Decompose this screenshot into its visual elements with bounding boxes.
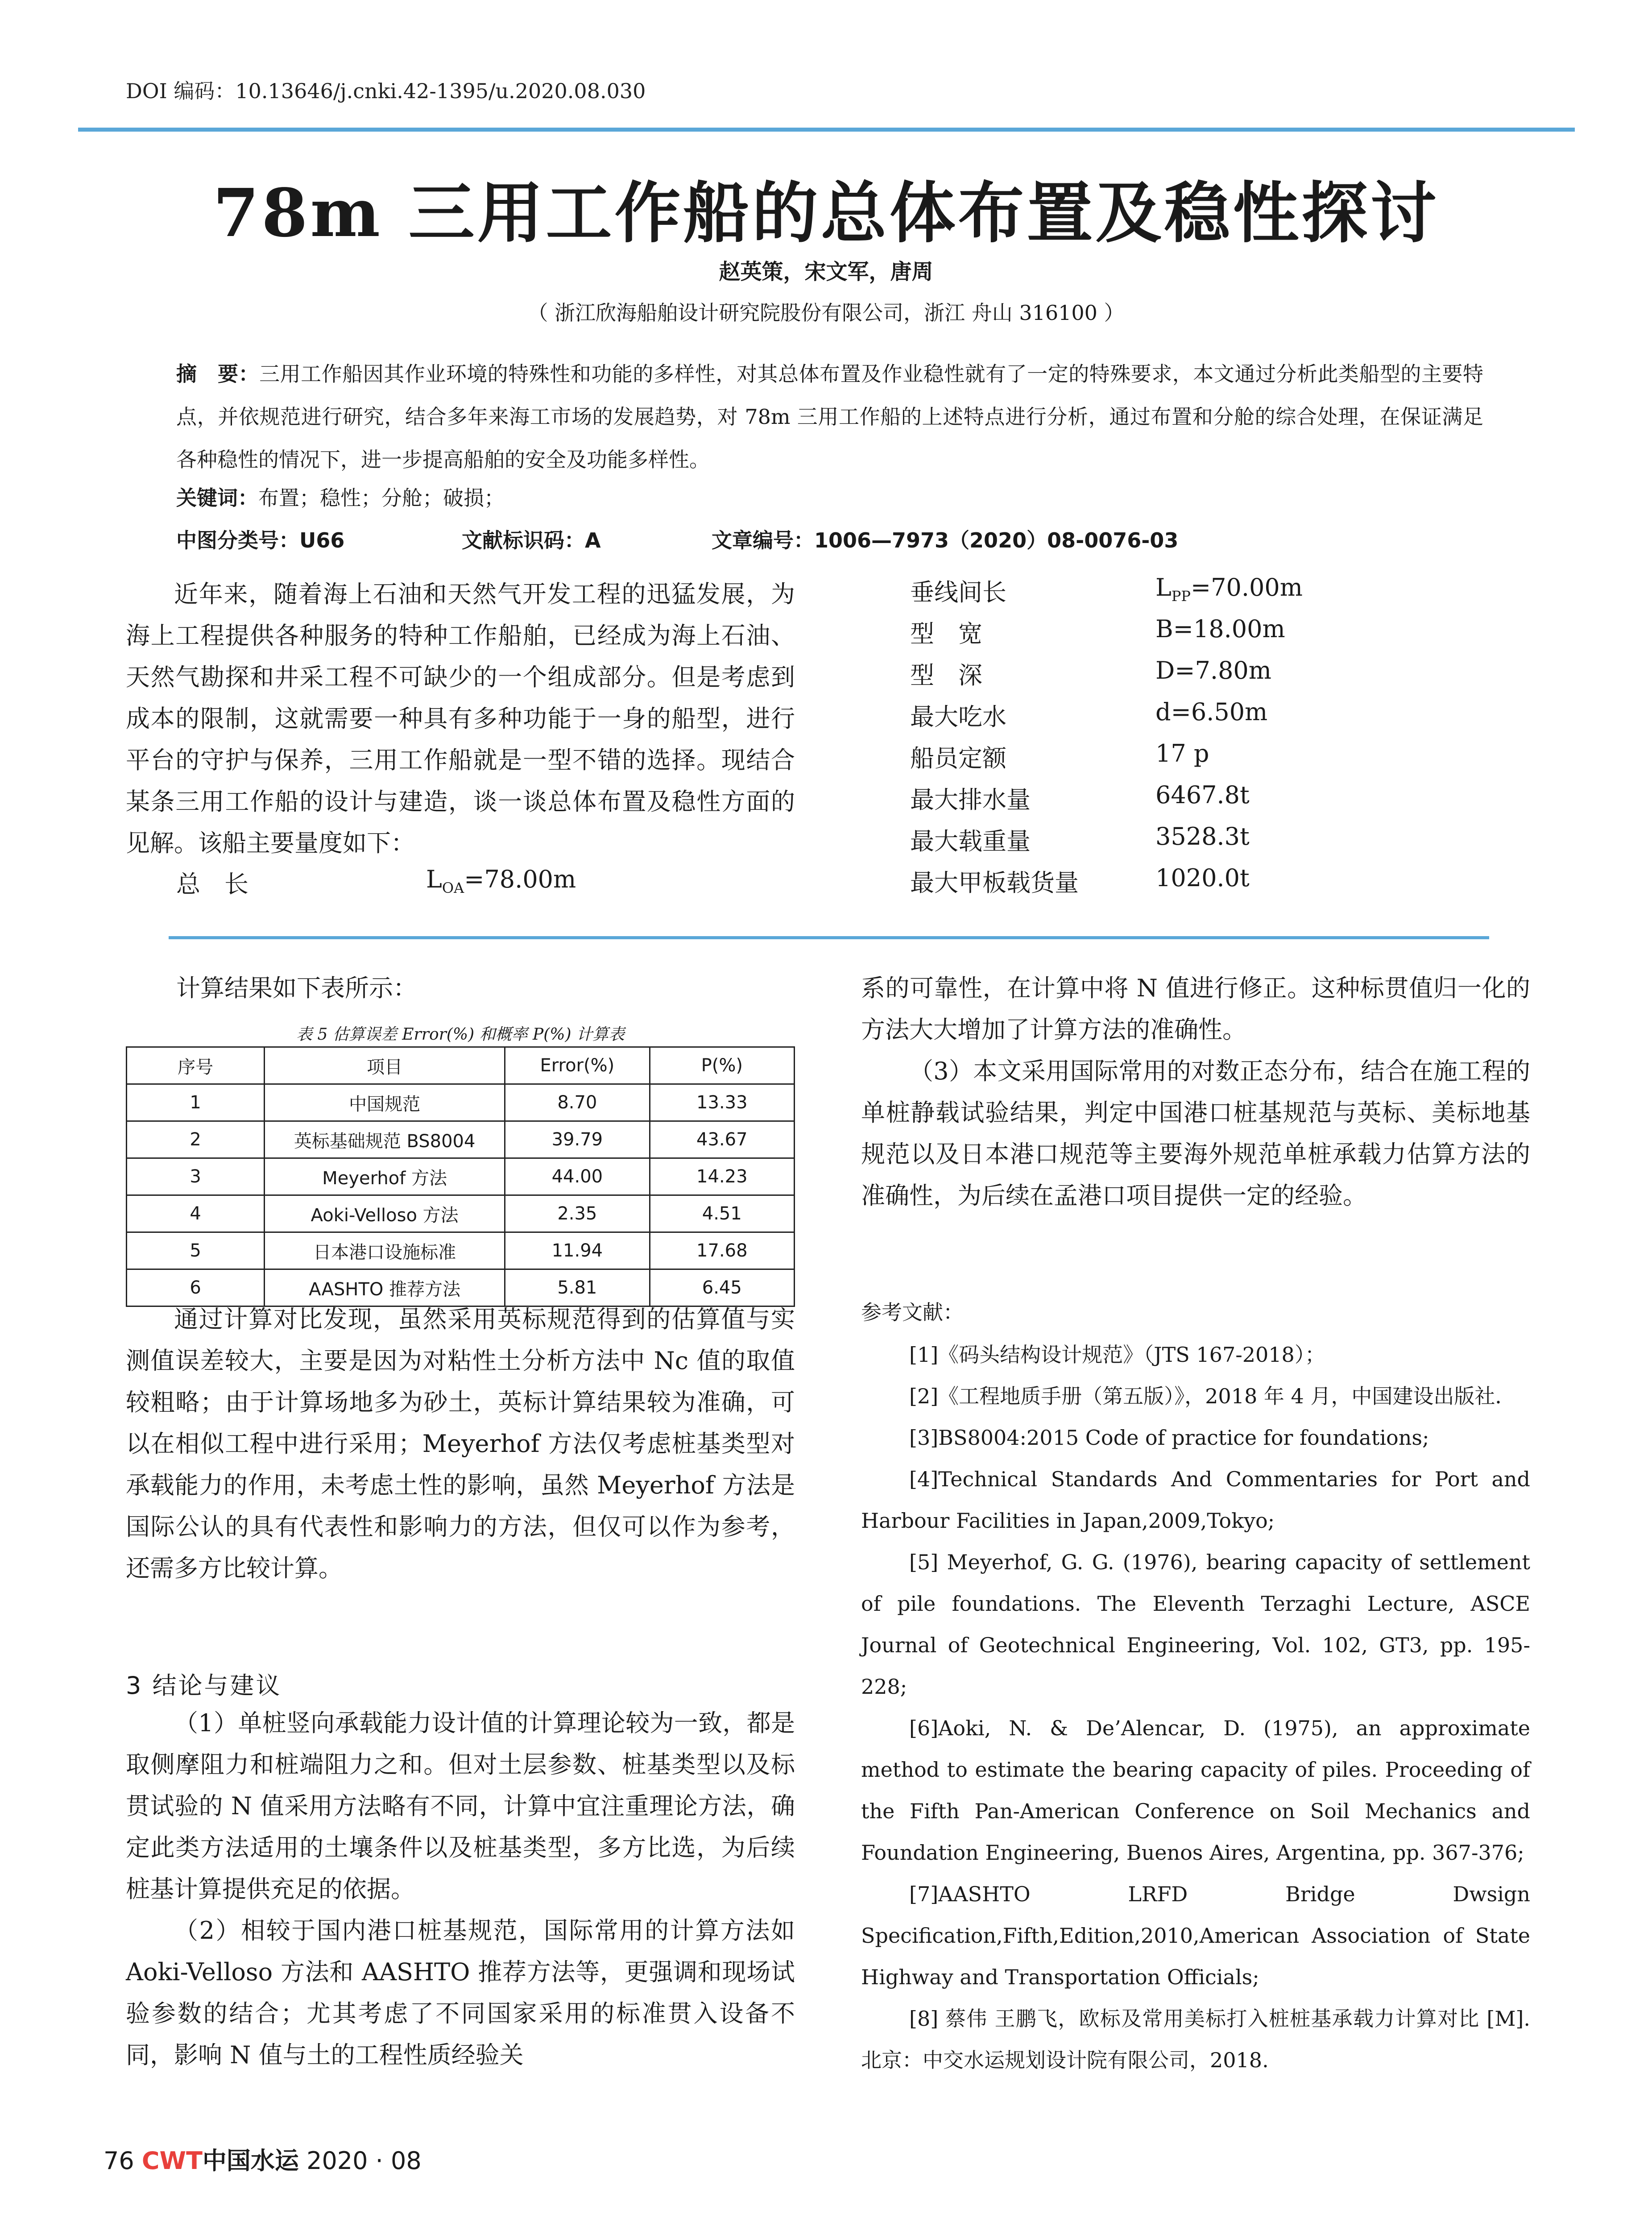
dim-value-main: B=18.00m <box>1155 615 1285 643</box>
dim-value-rest: =78.00m <box>464 865 576 893</box>
table-cell: 5.81 <box>505 1269 650 1306</box>
table-cell: 13.33 <box>650 1084 794 1121</box>
reference-item: [6]Aoki, N. & De’Alencar, D. (1975), an approximate method to estimate the bearing capacity of piles. Proceeding of the Fifth Pan-American Conference on Soil Mechanics and Foundation Engineering, Buenos Aires, Argentina, pp. 367-376; <box>861 1716 1530 1865</box>
dim-value <box>1155 739 1209 767</box>
dim-value <box>426 865 576 896</box>
reference-item: [4]Technical Standards And Commentaries for Port and Harbour Facilities in Japan,2009,Tokyo; <box>861 1467 1530 1533</box>
keywords-label: 关键词： <box>176 486 258 510</box>
dim-value-rest: =70.00m <box>1190 573 1303 601</box>
dim-value-sub: PP <box>1171 587 1191 605</box>
table-header-cell: 项目 <box>265 1047 505 1084</box>
dim-label: 最大吃水 <box>910 703 1006 731</box>
paper-title: 78m 三用工作船的总体布置及稳性探讨 <box>213 174 1439 252</box>
dim-value-main: 17 p <box>1155 739 1209 767</box>
table-cell: 6 <box>127 1269 265 1306</box>
dim-value <box>1155 822 1250 850</box>
table-cell: 2.35 <box>505 1195 650 1232</box>
table-caption: 表 5 估算误差 Error(%) 和概率 P(%) 计算表 <box>296 1025 625 1044</box>
dim-value <box>1155 615 1285 643</box>
dim-value-main: L <box>426 865 442 893</box>
reference-item: [2]《工程地质手册（第五版）》，2018 年 4 月，中国建设出版社． <box>909 1384 1516 1408</box>
affiliation: （ 浙江欣海船舶设计研究院股份有限公司，浙江 舟山 316100 ） <box>527 301 1125 325</box>
dim-value-main: L <box>1155 573 1172 601</box>
abstract-label: 摘 要： <box>176 362 260 386</box>
abstract <box>176 352 1483 481</box>
table-row <box>127 1158 795 1195</box>
intro-paragraph: 近年来，随着海上石油和天然气开发工程的迅猛发展，为海上工程提供各种服务的特种工作船舶，已经成为海上石油、天然气勘探和井采工程不可缺少的一个组成部分。但是考虑到成本的限制，这就需要一种具有多种功能于一身的船型，进行平台的守护与保养，三用工作船就是一型不错的选择。现结合某条三用工作船的设计与建造，谈一谈总体布置及稳性方面的见解。该船主要量度如下： <box>126 580 795 857</box>
doi-line: DOI 编码：10.13646/j.cnki.42-1395/u.2020.08.030 <box>126 79 646 103</box>
results-table <box>126 1046 795 1307</box>
table-cell: 日本港口设施标准 <box>265 1232 505 1269</box>
table-row <box>127 1084 795 1121</box>
table-cell: 4 <box>127 1195 265 1232</box>
table-cell: Aoki-Velloso 方法 <box>265 1195 505 1232</box>
conclusion-1: （1）单桩竖向承载能力设计值的计算理论较为一致，都是取侧摩阻力和桩端阻力之和。但对土层参数、桩基类型以及标贯试验的 N 值采用方法略有不同，计算中宜注重理论方法，确定此类方法适用的土壤条件以及桩基类型，多方比选，为后续桩基计算提供充足的依据。 <box>126 1709 795 1903</box>
table-cell: 3 <box>127 1158 265 1195</box>
table-cell: 1 <box>127 1084 265 1121</box>
table-header-cell: Error(%) <box>505 1047 650 1084</box>
page-footer <box>104 2142 422 2176</box>
table-cell: 5 <box>127 1232 265 1269</box>
authors: 赵英策，宋文军，唐周 <box>719 259 933 284</box>
table-cell: 4.51 <box>650 1195 794 1232</box>
conclusions-left <box>126 1702 795 2076</box>
table-cell: AASHTO 推荐方法 <box>265 1269 505 1306</box>
references-heading: 参考文献： <box>861 1300 964 1324</box>
table-cell: 17.68 <box>650 1232 794 1269</box>
table-cell: 2 <box>127 1121 265 1158</box>
dim-value <box>1155 864 1250 892</box>
article-number: 文章编号：1006—7973（2020）08-0076-03 <box>712 528 1179 552</box>
section-rule <box>169 936 1489 939</box>
table-cell: 14.23 <box>650 1158 794 1195</box>
dim-value-main: d=6.50m <box>1155 698 1268 726</box>
page-number: 76 <box>104 2147 134 2175</box>
table-cell: 39.79 <box>505 1121 650 1158</box>
journal-name: 中国水运 <box>202 2146 299 2175</box>
dim-label: 型 宽 <box>910 620 982 648</box>
reference-item: [1]《码头结构设计规范》（JTS 167-2018）； <box>909 1343 1325 1367</box>
calc-intro: 计算结果如下表所示： <box>176 974 417 1002</box>
keywords <box>176 482 505 511</box>
conclusion-2: （2）相较于国内港口桩基规范，国际常用的计算方法如 Aoki-Velloso 方法和 AASHTO 推荐方法等，更强调和现场试验参数的结合；尤其考虑了不同国家采用的标准贯入设备不同，影响 N 值与土的工程性质经验关 <box>126 1916 795 2069</box>
dim-value <box>1155 698 1267 726</box>
table-cell: Meyerhof 方法 <box>265 1158 505 1195</box>
after-table-paragraph <box>126 1298 795 1589</box>
conclusions-right <box>861 967 1530 1216</box>
table-header-cell: P(%) <box>650 1047 794 1084</box>
dim-label: 垂线间长 <box>910 578 1006 606</box>
table-row <box>127 1232 795 1269</box>
table-cell: 8.70 <box>505 1084 650 1121</box>
dim-value-main: 1020.0t <box>1155 864 1250 892</box>
section-heading: 3 结论与建议 <box>126 1671 282 1700</box>
header-rule <box>78 128 1575 132</box>
table-cell: 44.00 <box>505 1158 650 1195</box>
table-cell: 英标基础规范 BS8004 <box>265 1121 505 1158</box>
table-cell: 11.94 <box>505 1232 650 1269</box>
dim-label: 总 长 <box>176 870 248 898</box>
conclusion-3: （3）本文采用国际常用的对数正态分布，结合在施工程的单桩静载试验结果，判定中国港口桩基规范与英标、美标地基规范以及日本港口规范等主要海外规范单桩承载力估算方法的准确性，为后续在孟港口项目提供一定的经验。 <box>861 1057 1530 1210</box>
references-list <box>861 1334 1530 2081</box>
dim-label: 最大甲板载货量 <box>910 869 1079 897</box>
dim-value-main: 3528.3t <box>1155 822 1250 850</box>
table-cell: 中国规范 <box>265 1084 505 1121</box>
after-table-text: 通过计算对比发现，虽然采用英标规范得到的估算值与实测值误差较大，主要是因为对粘性土分析方法中 Nc 值的取值较粗略；由于计算场地多为砂土，英标计算结果较为准确，可以在相似工程中进行采用；Meyerhof 方法仅考虑桩基类型对承载能力的作用，未考虑土性的影响，虽然 Meyerhof 方法是国际公认的具有代表性和影响力的方法，但仅可以作为参考，还需多方比较计算。 <box>126 1305 795 1582</box>
reference-item: [7]AASHTO LRFD Bridge Dwsign Specification,Fifth,Edition,2010,American Association of State Highway and Transportation Officials; <box>861 1882 1530 1989</box>
dim-value-main: 6467.8t <box>1155 781 1250 809</box>
reference-item: [5] Meyerhof, G. G. (1976), bearing capacity of settlement of pile foundations. The Eleventh Terzaghi Lecture, ASCE Journal of Geotechnical Engineering, Vol. 102, GT3, pp. 195-228; <box>861 1550 1530 1699</box>
dim-label: 最大排水量 <box>910 786 1031 814</box>
issue-label: 2020 · 08 <box>306 2147 422 2175</box>
abstract-text: 三用工作船因其作业环境的特殊性和功能的多样性，对其总体布置及作业稳性就有了一定的特殊要求，本文通过分析此类船型的主要特点，并依规范进行研究，结合多年来海工市场的发展趋势，对 78m 三用工作船的上述特点进行分析，通过布置和分舱的综合处理，在保证满足各种稳性的情况下，进一步提高船舶的安全及功能多样性。 <box>176 362 1484 472</box>
dim-label: 船员定额 <box>910 744 1006 772</box>
dim-value <box>1155 656 1271 684</box>
clc-code: 中图分类号：U66 <box>176 528 345 552</box>
table-cell: 6.45 <box>650 1269 794 1306</box>
keywords-text: 布置；稳性；分舱；破损； <box>258 486 505 510</box>
dim-label: 最大载重量 <box>910 827 1031 855</box>
dim-value-sub: OA <box>442 879 464 896</box>
table-row <box>127 1121 795 1158</box>
dim-label: 型 深 <box>910 661 982 689</box>
reference-item: [3]BS8004:2015 Code of practice for foundations; <box>909 1426 1429 1450</box>
doc-code: 文献标识码：A <box>462 528 601 552</box>
reference-item: [8] 蔡伟 王鹏飞，欧标及常用美标打入桩桩基承载力计算对比 [M]. 北京：中交水运规划设计院有限公司，2018. <box>861 2007 1530 2072</box>
conclusion-2-cont: 系的可靠性，在计算中将 N 值进行修正。这种标贯值归一化的方法大大增加了计算方法的准确性。 <box>861 974 1530 1044</box>
table-header-row <box>127 1047 795 1084</box>
table-header-cell: 序号 <box>127 1047 265 1084</box>
dim-value <box>1155 781 1250 809</box>
journal-logo: CWT <box>141 2147 203 2175</box>
table-row <box>127 1195 795 1232</box>
table-cell: 43.67 <box>650 1121 794 1158</box>
dim-value <box>1155 573 1303 605</box>
dim-value-main: D=7.80m <box>1155 656 1271 684</box>
